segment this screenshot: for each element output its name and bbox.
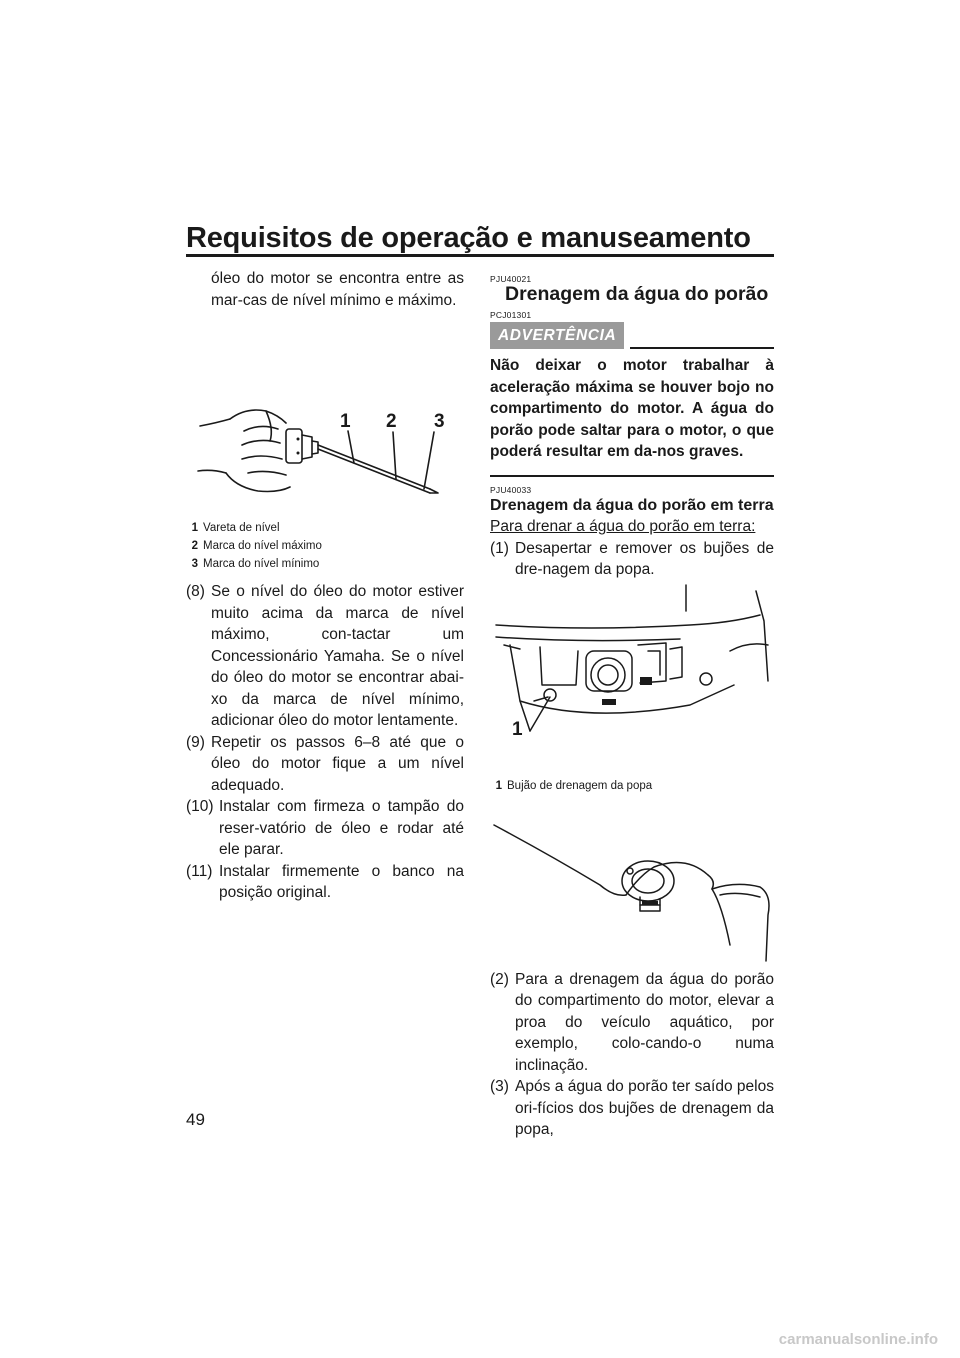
stern-illustration [490, 581, 774, 771]
figure1-captions [186, 519, 464, 573]
step-number: (2) [490, 970, 509, 988]
warning-bottom-rule [490, 475, 774, 477]
caption-row [490, 777, 774, 795]
page-title: Requisitos de operação e manuseamento [186, 222, 751, 254]
step-number: (10) [186, 798, 214, 815]
step-2 [490, 969, 774, 1077]
header-rule [186, 254, 774, 257]
caption-number: 2 [191, 540, 198, 552]
dipstick-illustration [186, 311, 464, 513]
subsection-code: PJU40033 [490, 484, 532, 495]
warning-header [490, 322, 774, 350]
step-11 [186, 861, 464, 904]
step-8 [186, 581, 464, 732]
step-number: (1) [490, 539, 509, 557]
warning-header-rule [630, 347, 774, 349]
figure-label-1: 1 [340, 411, 351, 432]
step-text: Para a drenagem da água do porão do compartimento do motor, elevar a proa do veículo aquático, por exemplo, colo-cando-o numa inclinação. [515, 970, 774, 1074]
caption-text: Vareta de nível [203, 522, 280, 534]
drain-plug-illustration [490, 815, 774, 969]
caption-row [186, 537, 464, 555]
figure2-caption [490, 777, 774, 795]
warning-badge: ADVERTÊNCIA [490, 322, 624, 350]
caption-number: 3 [191, 558, 198, 570]
step-number: (8) [186, 583, 205, 600]
step-text: Se o nível do óleo do motor estiver muito acima da marca de nível máximo, con-tactar um Concessionário Yamaha. Se o nível do óleo do motor se encontrar abai-xo da marca de nível mínimo, adicionar óleo do motor lentamente. [211, 583, 464, 729]
step-1 [490, 538, 774, 581]
step-text: Repetir os passos 6–8 até que o óleo do motor fique a um nível adequado. [211, 733, 464, 794]
caption-text: Marca do nível mínimo [203, 558, 320, 570]
figure-label-1: 1 [512, 718, 523, 740]
step-text: Instalar com firmeza o tampão do reser-vatório de óleo e rodar até ele parar. [219, 798, 464, 858]
step-number: (9) [186, 733, 205, 751]
warning-text: Não deixar o motor trabalhar à aceleração máxima se houver bojo no compartimento do motor. A água do porão pode saltar para o motor, o que poderá resultar em da-nos graves. [490, 357, 774, 460]
stern-drain-figure [490, 581, 774, 771]
subsection-title: Drenagem da água do porão em terra [490, 496, 774, 514]
instruction-heading: Para drenar a água do porão em terra: [490, 518, 756, 535]
step-9 [186, 732, 464, 797]
step-text: Instalar firmemente o banco na posição original. [219, 862, 464, 901]
caption-text: Bujão de drenagem da popa [507, 779, 653, 792]
intro-text: óleo do motor se encontra entre as mar-cas de nível mínimo e máximo. [211, 270, 464, 309]
section-code: PJU40021 [490, 274, 532, 284]
section-title: Drenagem da água do porão [505, 283, 769, 305]
caption-text: Marca do nível máximo [203, 540, 322, 552]
figure-label-2: 2 [386, 411, 397, 432]
caption-row [186, 519, 464, 537]
step-number: (3) [490, 1078, 509, 1095]
figure-label-3: 3 [434, 411, 445, 432]
step-3 [490, 1076, 774, 1141]
caption-number: 1 [495, 779, 502, 792]
caption-number: 1 [191, 522, 198, 534]
left-column [186, 268, 464, 904]
step-text: Desapertar e remover os bujões de dre-nagem da popa. [515, 539, 774, 578]
step-text: Após a água do porão ter saído pelos ori-fícios dos bujões de drenagem da popa, [515, 1078, 774, 1138]
right-column [490, 268, 774, 1141]
step-number: (11) [186, 862, 213, 880]
dipstick-figure [186, 311, 464, 513]
drain-plug-figure [490, 815, 774, 969]
warning-code: PCJ01301 [490, 309, 532, 320]
step-10 [186, 796, 464, 861]
caption-row [186, 555, 464, 573]
page-number: 49 [186, 1110, 205, 1129]
watermark: carmanualsonline.info [778, 1331, 938, 1348]
